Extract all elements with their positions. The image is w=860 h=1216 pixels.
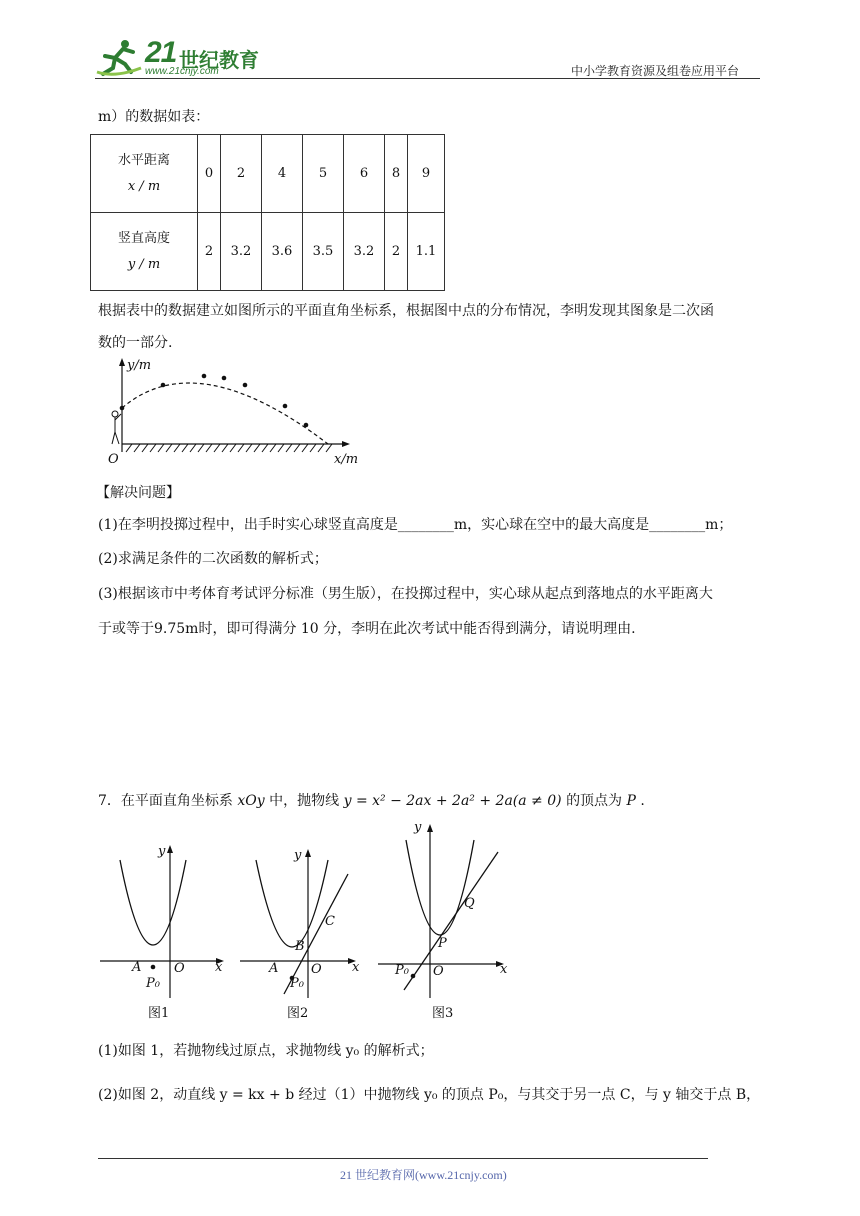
table-cell: 3.2 xyxy=(221,213,262,291)
logo-url: www.21cnjy.com xyxy=(145,66,219,77)
p7-mid: 中，抛物线 xyxy=(269,793,340,809)
footer-link[interactable]: 21 世纪教育网(www.21cnjy.com) xyxy=(340,1168,507,1182)
g1-y-label: y xyxy=(158,844,166,859)
row-label-unit: x / m xyxy=(127,178,161,194)
p7-formula: y = x² − 2ax + 2a² + 2a(a ≠ 0) xyxy=(343,793,562,809)
table-cell: 3.6 xyxy=(262,213,303,291)
thrower-icon xyxy=(112,411,121,444)
origin-label: O xyxy=(108,452,119,467)
g2-x-label: x xyxy=(352,960,360,975)
p7-xoy: xOy xyxy=(237,793,265,809)
table-cell: 2 xyxy=(198,213,221,291)
table-cell: 9 xyxy=(408,135,445,213)
question-3-line2: 于或等于9.75m时，即可得满分 10 分，李明在此次考试中能否得到满分，请说明理由. xyxy=(98,621,636,637)
g2-A-label: A xyxy=(269,961,279,976)
logo-text: 世纪教育 xyxy=(179,48,259,72)
g1-O-label: O xyxy=(174,961,185,976)
p7-question-2: (2)如图 2，动直线 y = kx + b 经过（1）中抛物线 y₀ 的顶点 P₀，与其交于另一点 C，与 y 轴交于点 B， xyxy=(98,1087,761,1103)
header-divider xyxy=(95,78,760,79)
row-label xyxy=(91,213,198,291)
section-title: 【解决问题】 xyxy=(96,485,180,501)
table-cell: 6 xyxy=(344,135,385,213)
g2-C-label: C xyxy=(325,914,335,929)
p7-question-1: (1)如图 1，若抛物线过原点，求抛物线 y₀ 的解析式； xyxy=(98,1043,434,1059)
row-label-title: 竖直高度 xyxy=(117,230,170,246)
g2-y-label: y xyxy=(294,848,302,863)
g2-P0-label: P₀ xyxy=(290,976,304,991)
graph-1 xyxy=(98,840,228,1000)
p7-point: P xyxy=(626,793,636,809)
g3-P0-label: P₀ xyxy=(395,963,409,978)
question-2: (2)求满足条件的二次函数的解析式； xyxy=(98,551,328,567)
table-row xyxy=(91,213,445,291)
fig3-caption: 图3 xyxy=(432,1006,454,1021)
table-cell: 2 xyxy=(385,213,408,291)
fig2-caption: 图2 xyxy=(287,1006,309,1021)
table-cell: 5 xyxy=(303,135,344,213)
g1-x-label: x xyxy=(215,960,223,975)
p7-prefix: 7．在平面直角坐标系 xyxy=(98,793,233,809)
row-label-title: 水平距离 xyxy=(117,152,170,168)
intro-tail: m）的数据如表： xyxy=(98,109,210,125)
site-logo xyxy=(95,38,265,78)
g3-y-label: y xyxy=(414,820,422,835)
g3-O-label: O xyxy=(433,964,444,979)
axis-label-y: y/m xyxy=(127,358,152,373)
header-platform-text: 中小学教育资源及组卷应用平台 xyxy=(571,64,740,78)
g1-P0-label: P₀ xyxy=(146,976,160,991)
table-cell: 4 xyxy=(262,135,303,213)
fig1-caption: 图1 xyxy=(148,1006,170,1021)
trajectory-figure xyxy=(100,356,370,474)
table-cell: 1.1 xyxy=(408,213,445,291)
p7-suffix: 的顶点为 xyxy=(566,793,623,809)
row-label-unit: y / m xyxy=(127,256,161,272)
table-cell: 0 xyxy=(198,135,221,213)
table-cell: 2 xyxy=(221,135,262,213)
paragraph-line: 根据表中的数据建立如图所示的平面直角坐标系，根据图中点的分布情况，李明发现其图象是二次函 xyxy=(98,303,714,319)
g1-A-label: A xyxy=(132,960,142,975)
g2-O-label: O xyxy=(311,962,322,977)
logo-number: 21 xyxy=(145,36,177,69)
axis-label-x: x/m xyxy=(334,452,359,467)
g3-Q-label: Q xyxy=(464,896,475,911)
table-cell: 8 xyxy=(385,135,408,213)
question-3-line1: (3)根据该市中考体育考试评分标准（男生版），在投掷过程中，实心球从起点到落地点的水平距离大 xyxy=(98,586,713,602)
footer-divider xyxy=(98,1158,708,1159)
g3-P-label: P xyxy=(438,936,447,951)
g2-B-label: B xyxy=(295,939,305,954)
problem-7-statement xyxy=(98,790,645,810)
g3-x-label: x xyxy=(500,962,508,977)
question-1: (1)在李明投掷过程中，出手时实心球竖直高度是________m，实心球在空中的最大高度是________m； xyxy=(98,517,733,533)
p7-end: . xyxy=(640,793,645,809)
table-cell: 3.5 xyxy=(303,213,344,291)
table-row xyxy=(91,135,445,213)
table-cell: 3.2 xyxy=(344,213,385,291)
runner-logo-icon xyxy=(95,38,145,78)
paragraph-line: 数的一部分. xyxy=(98,335,173,351)
data-table xyxy=(90,134,445,291)
row-label xyxy=(91,135,198,213)
